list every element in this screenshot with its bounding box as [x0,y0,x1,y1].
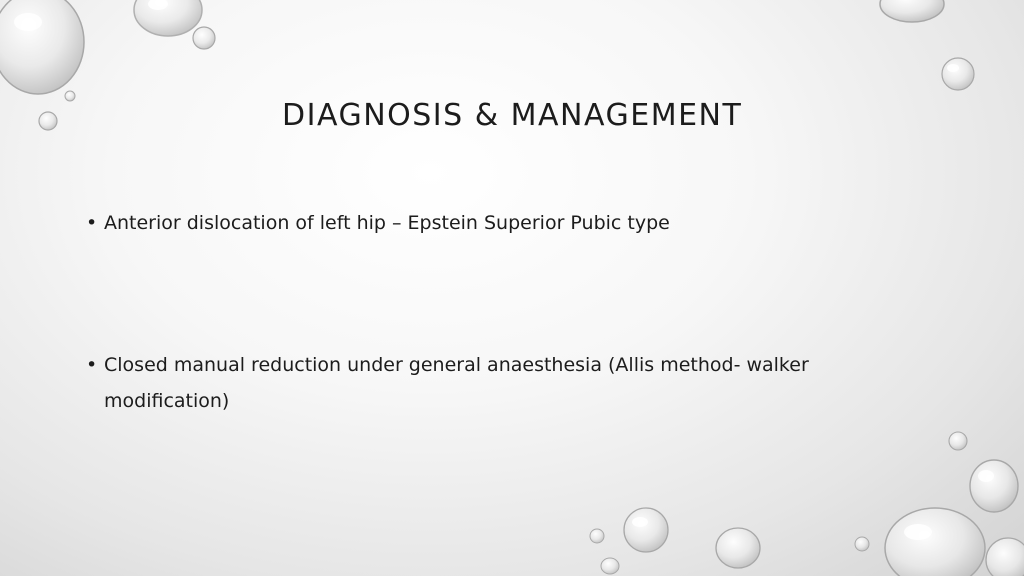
droplet-group-top-left [0,0,215,130]
droplet-group-bottom [590,508,869,574]
bullet-marker: • [86,212,98,234]
bullet-item [86,347,886,419]
bullet-text-management: Closed manual reduction under general anaesthesia (Allis method- walker modification) [104,354,809,412]
bullet-marker: • [86,354,98,376]
bullet-item [86,205,886,241]
bullet-text-diagnosis: Anterior dislocation of left hip – Epstein Superior Pubic type [104,212,670,234]
droplet-group-bottom-right [885,432,1024,576]
slide-title: DIAGNOSIS & MANAGEMENT [282,98,743,133]
droplet-group-top-right [880,0,974,90]
